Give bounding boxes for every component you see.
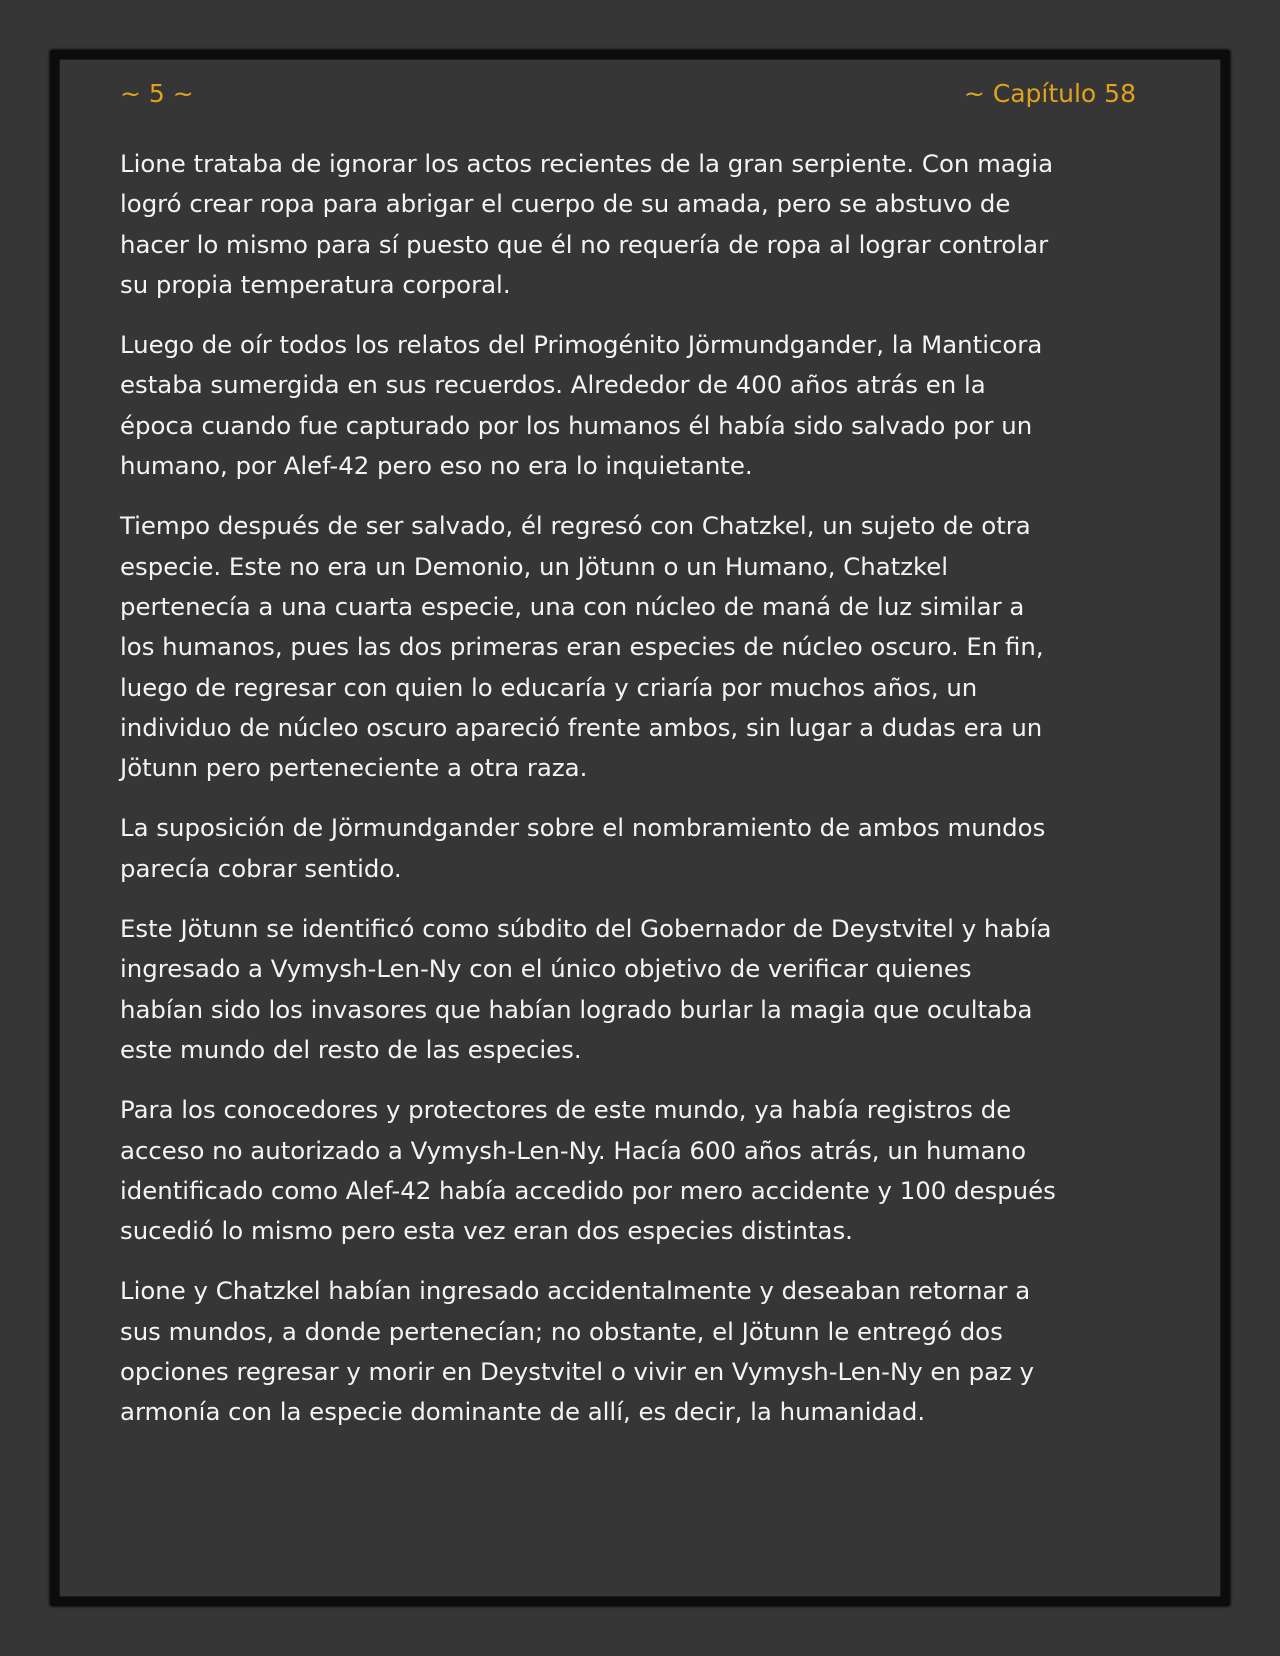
page-body xyxy=(120,144,1060,1453)
paragraph: Tiempo después de ser salvado, él regresó con Chatzkel, un sujeto de otra especie. Este no era un Demonio, un Jötunn o un Humano, Chatzkel pertenecía a una cuarta especie, una con núcleo de maná de luz similar a los humanos, pues las dos primeras eran especies de núcleo oscuro. En fin, luego de regresar con quien lo educaría y criaría por muchos años, un individuo de núcleo oscuro apareció frente ambos, sin lugar a dudas era un Jötunn pero perteneciente a otra raza. xyxy=(120,511,1044,783)
paragraph: La suposición de Jörmundgander sobre el nombramiento de ambos mundos parecía cobrar sentido. xyxy=(120,813,1046,883)
page-header xyxy=(120,74,1136,114)
paragraph: Lione trataba de ignorar los actos recientes de la gran serpiente. Con magia logró crear ropa para abrigar el cuerpo de su amada, pero se abstuvo de hacer lo mismo para sí puesto que él no requería de ropa al lograr controlar su propia temperatura corporal. xyxy=(120,149,1054,299)
page-number: ~ 5 ~ xyxy=(120,79,194,108)
paragraph: Luego de oír todos los relatos del Primogénito Jörmundgander, la Manticora estaba sumergida en sus recuerdos. Alrededor de 400 años atrás en la época cuando fue capturado por los humanos él había sido salvado por un humano, por Alef-42 pero eso no era lo inquietante. xyxy=(120,330,1043,481)
paragraph: Este Jötunn se identificó como súbdito del Gobernador de Deystvitel y había ingresado a Vymysh-Len-Ny con el único objetivo de verificar quienes habían sido los invasores que habían logrado burlar la magia que ocultaba este mundo del resto de las especies. xyxy=(120,914,1052,1064)
paragraph: Para los conocedores y protectores de este mundo, ya había registros de acceso no autorizado a Vymysh-Len-Ny. Hacía 600 años atrás, un humano identificado como Alef-42 había accedido por mero accidente y 100 después sucedió lo mismo pero esta vez eran dos especies distintas. xyxy=(120,1095,1056,1246)
paragraph: Lione y Chatzkel habían ingresado accidentalmente y deseaban retornar a sus mundos, a donde pertenecían; no obstante, el Jötunn le entregó dos opciones regresar y morir en Deystvitel o vivir en Vymysh-Len-Ny en paz y armonía con la especie dominante de allí, es decir, la humanidad. xyxy=(120,1276,1035,1427)
chapter-title: ~ Capítulo 58 xyxy=(963,79,1136,108)
